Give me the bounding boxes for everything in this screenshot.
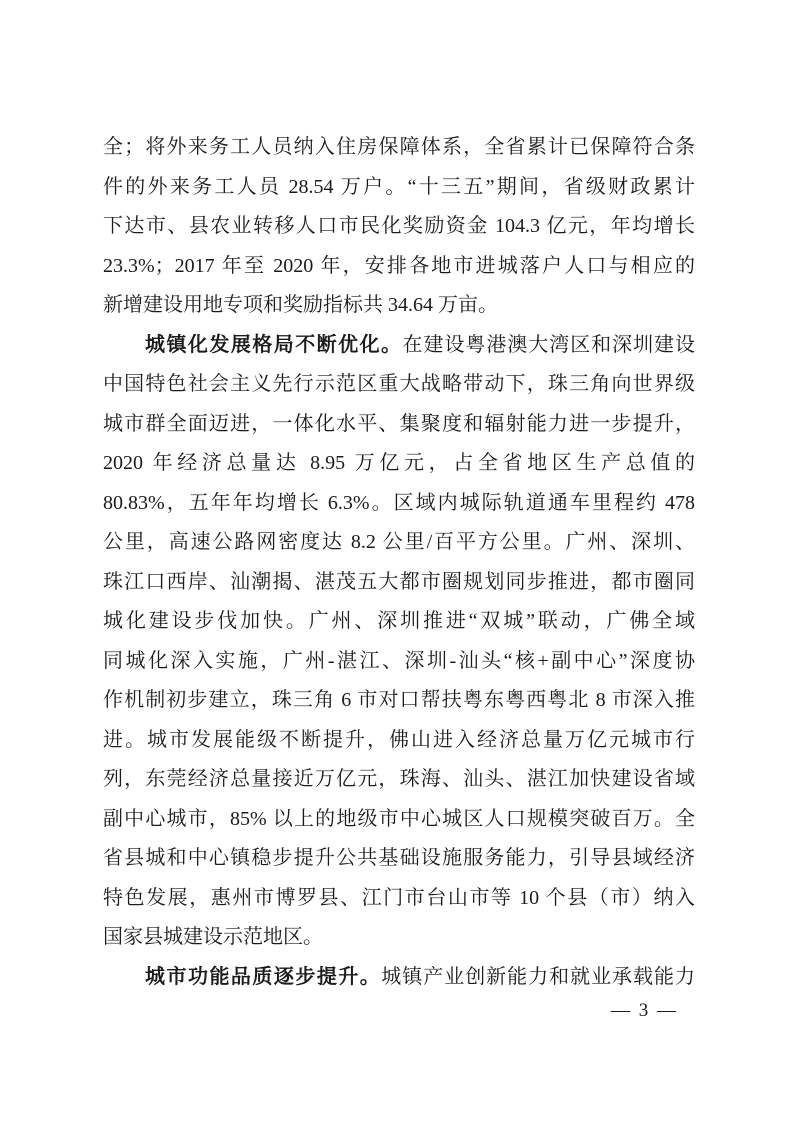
text-line: 省县城和中心镇稳步提升公共基础设施服务能力，引导县域经济	[103, 847, 695, 869]
text-line: 特色发展，惠州市博罗县、江门市台山市等 10 个县（市）纳入	[103, 886, 695, 909]
paragraph-lead-bold: 城市功能品质逐步提升。	[145, 965, 382, 988]
text-line: 23.3%；2017 年至 2020 年，安排各地市进城落户人口与相应的	[103, 254, 695, 277]
paragraph	[103, 958, 695, 998]
text-line: 列，东莞经济总量接近万亿元，珠海、汕头、湛江加快建设省域	[103, 768, 695, 790]
page-number: — 3 —	[611, 1000, 678, 1021]
text-line: 下达市、县农业转移人口市民化奖励资金 104.3 亿元，年均增长	[103, 215, 695, 237]
paragraph-lead-bold: 城镇化发展格局不断优化。	[145, 333, 403, 356]
text-line: 2020 年经济总量达 8.95 万亿元，占全省地区生产总值的	[103, 452, 695, 474]
text-line: 国家县城建设示范地区。	[103, 926, 323, 948]
text-line: 公里，高速公路网密度达 8.2 公里/百平方公里。广州、深圳、	[103, 531, 695, 553]
paragraph	[103, 326, 695, 958]
text-line: 城化建设步伐加快。广州、深圳推进“双城”联动，广佛全域	[103, 610, 695, 632]
text-line: 作机制初步建立，珠三角 6 市对口帮扶粤东粤西粤北 8 市深入推	[103, 689, 695, 711]
text-line: 副中心城市，85% 以上的地级市中心城区人口规模突破百万。全	[103, 807, 695, 830]
text-line: 珠江口西岸、汕潮揭、湛茂五大都市圈规划同步推进，都市圈同	[103, 570, 695, 593]
text-line: 城市群全面迈进，一体化水平、集聚度和辐射能力进一步提升，	[103, 412, 695, 435]
text-line: 进。城市发展能级不断提升，佛山进入经济总量万亿元城市行	[103, 728, 695, 751]
document-body	[103, 128, 695, 997]
text-line: 城镇化发展格局不断优化。在建设粤港澳大湾区和深圳建设	[145, 333, 695, 356]
text-line: 城市功能品质逐步提升。城镇产业创新能力和就业承载能力	[145, 965, 695, 988]
text-line: 新增建设用地专项和奖励指标共 34.64 万亩。	[103, 294, 498, 316]
paragraph	[103, 128, 695, 326]
text-line: 80.83%，五年年均增长 6.3%。区域内城际轨道通车里程约 478	[103, 491, 695, 514]
text-line: 件的外来务工人员 28.54 万户。“十三五”期间，省级财政累计	[103, 175, 695, 198]
text-line: 同城化深入实施，广州-湛江、深圳-汕头“核+副中心”深度协	[103, 649, 695, 672]
text-line: 全；将外来务工人员纳入住房保障体系，全省累计已保障符合条	[103, 136, 695, 158]
text-line: 中国特色社会主义先行示范区重大战略带动下，珠三角向世界级	[103, 373, 695, 395]
